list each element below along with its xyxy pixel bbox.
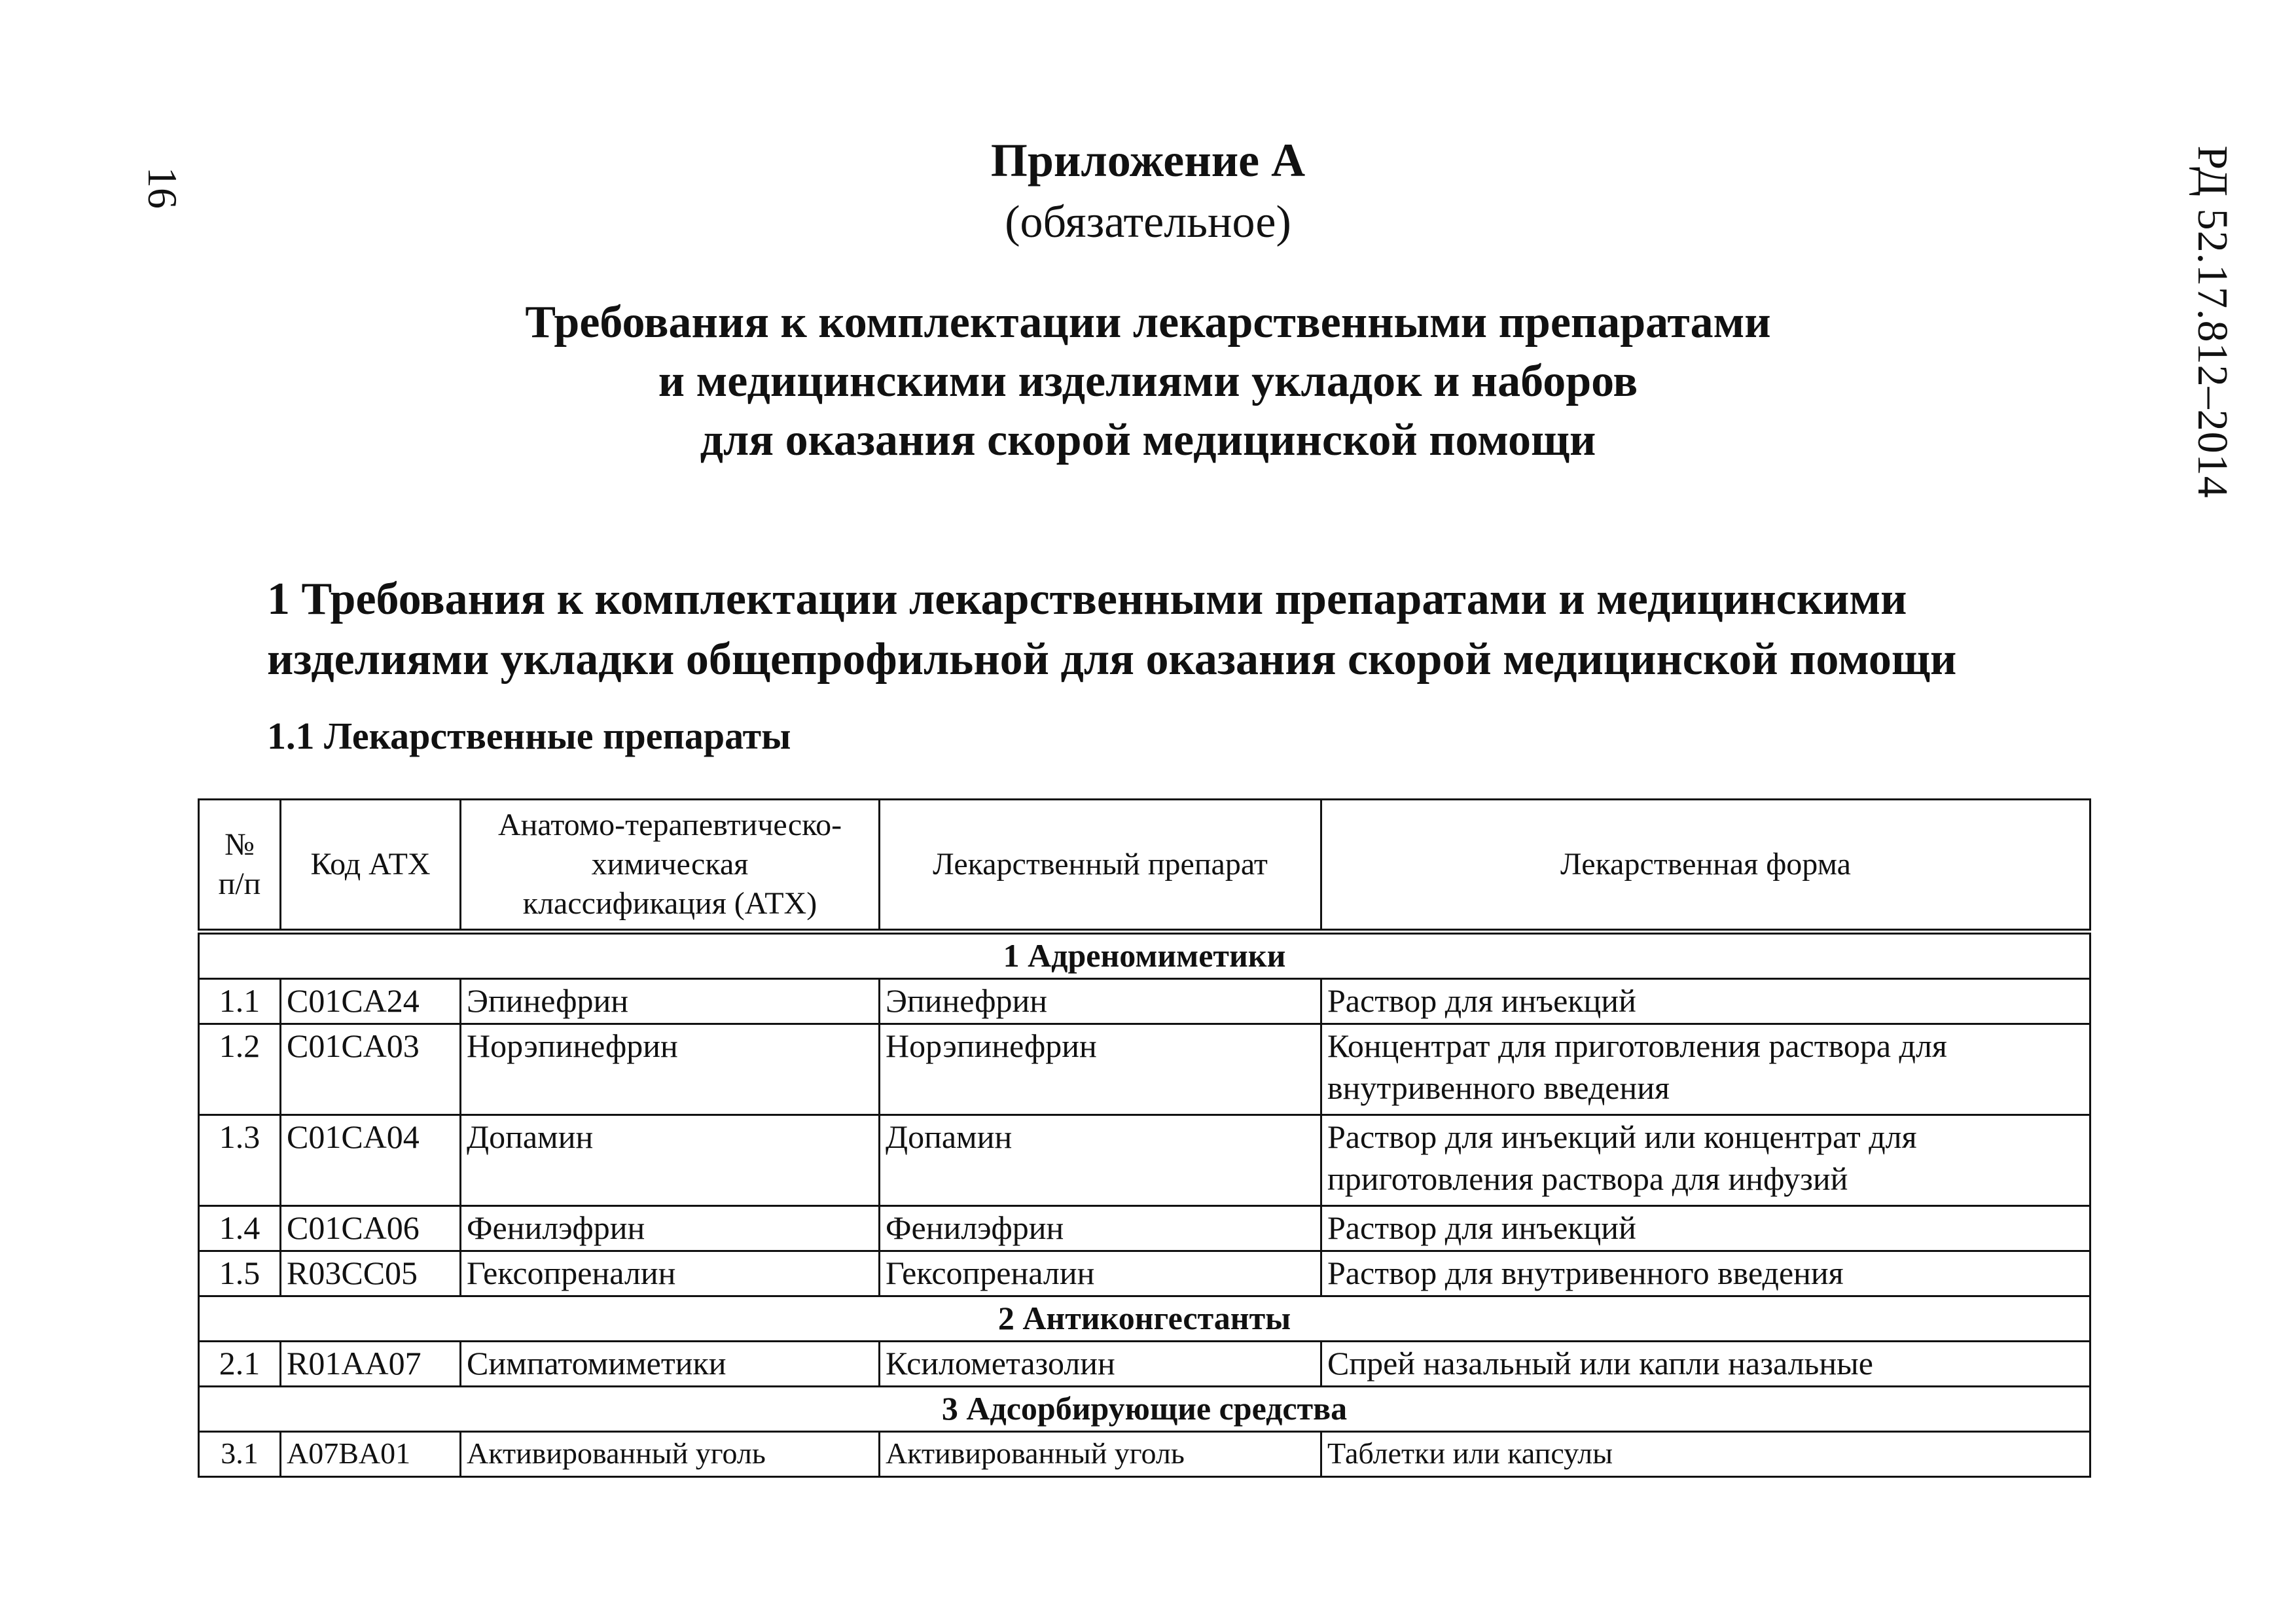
main-title-line: для оказания скорой медицинской помощи [700,415,1596,465]
cell-code: A07BA01 [281,1432,461,1477]
medications-table [198,798,2091,1478]
cell-drug: Активированный уголь [880,1432,1321,1477]
cell-drug: Норэпинефрин [880,1024,1321,1115]
cell-num: 1.1 [199,979,281,1024]
cell-code: C01CA04 [281,1115,461,1206]
cell-atc: Допамин [461,1115,880,1206]
cell-form: Раствор для инъекций [1321,979,2090,1024]
cell-form: Раствор для инъекций или концентрат для приготовления раствора для инфузий [1321,1115,2090,1206]
cell-form: Раствор для внутривенного введения [1321,1251,2090,1296]
cell-num: 1.2 [199,1024,281,1115]
header-form: Лекарственная форма [1321,800,2090,932]
main-title-line: и медицинскими изделиями укладок и наборов [658,356,1638,406]
appendix-subtitle: (обязательное) [1005,197,1291,247]
cell-drug: Фенилэфрин [880,1206,1321,1251]
cell-atc: Фенилэфрин [461,1206,880,1251]
cell-code: C01CA03 [281,1024,461,1115]
header-num: № п/п [199,800,281,932]
header-drug: Лекарственный препарат [880,800,1321,932]
table-row [199,979,2090,1024]
cell-drug: Эпинефрин [880,979,1321,1024]
group-title: 2 Антиконгестанты [199,1296,2090,1342]
table-row [199,1115,2090,1206]
cell-drug: Гексопреналин [880,1251,1321,1296]
section-title [267,569,2034,690]
table-row [199,1342,2090,1387]
cell-code: R01AA07 [281,1342,461,1387]
table-row [199,1206,2090,1251]
table-header-row [199,800,2090,932]
cell-form: Спрей назальный или капли назальные [1321,1342,2090,1387]
cell-atc: Гексопреналин [461,1251,880,1296]
section-title-line: изделиями укладки общепрофильной для оказания скорой медицинской помощи [267,634,1957,685]
main-title [0,293,2296,470]
cell-atc: Эпинефрин [461,979,880,1024]
section-title-line: 1 Требования к комплектации лекарственными препаратами и медицинскими [267,574,1907,624]
cell-num: 3.1 [199,1432,281,1477]
header-code: Код АТХ [281,800,461,932]
page-number: 16 [139,167,186,209]
table-row [199,1251,2090,1296]
main-title-line: Требования к комплектации лекарственными препаратами [525,297,1771,348]
group-row [199,1387,2090,1432]
header-atc: Анатомо-терапевтическо- химическая классификация (АТХ) [461,800,880,932]
group-title: 3 Адсорбирующие средства [199,1387,2090,1432]
table-row [199,1432,2090,1477]
cell-num: 1.4 [199,1206,281,1251]
cell-num: 1.5 [199,1251,281,1296]
cell-code: R03CC05 [281,1251,461,1296]
group-title: 1 Адреномиметики [199,932,2090,979]
cell-atc: Активированный уголь [461,1432,880,1477]
cell-code: C01CA24 [281,979,461,1024]
cell-form: Раствор для инъекций [1321,1206,2090,1251]
appendix-title: Приложение А [990,134,1306,187]
cell-atc: Симпатомиметики [461,1342,880,1387]
subsection-title: 1.1 Лекарственные препараты [267,715,791,757]
cell-form: Таблетки или капсулы [1321,1432,2090,1477]
group-row [199,932,2090,979]
cell-atc: Норэпинефрин [461,1024,880,1115]
cell-num: 1.3 [199,1115,281,1206]
table-row [199,1024,2090,1115]
group-row [199,1296,2090,1342]
document-code: РД 52.17.812–2014 [2189,145,2236,499]
cell-drug: Допамин [880,1115,1321,1206]
cell-num: 2.1 [199,1342,281,1387]
cell-form: Концентрат для приготовления раствора для внутривенного введения [1321,1024,2090,1115]
cell-drug: Ксилометазолин [880,1342,1321,1387]
cell-code: C01CA06 [281,1206,461,1251]
